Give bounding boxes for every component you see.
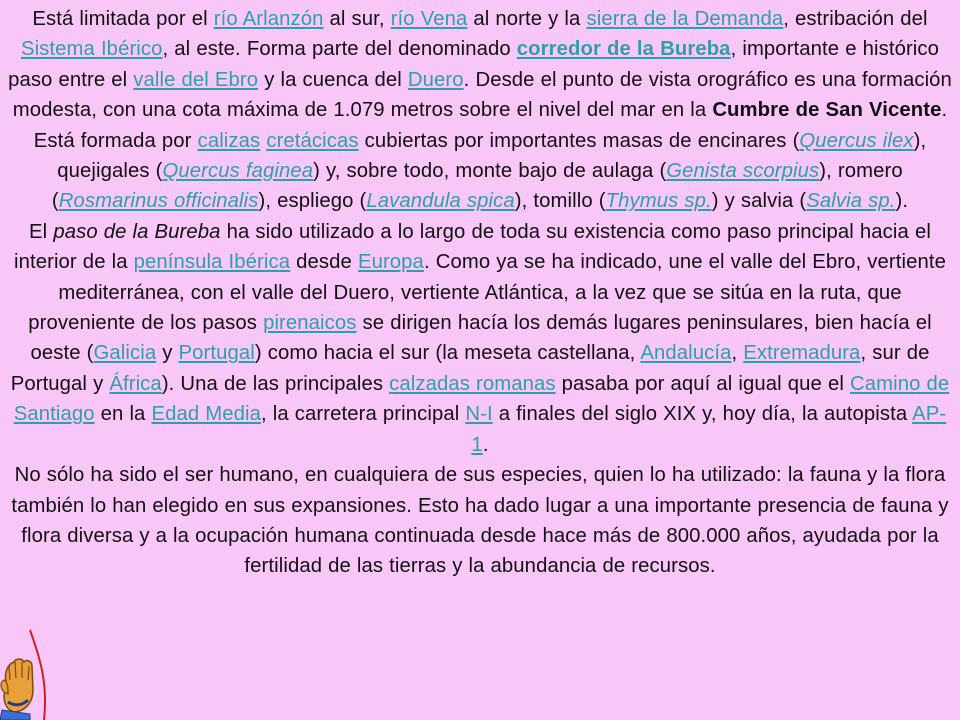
text-segment: y la cuenca del	[258, 68, 408, 91]
link-n-i[interactable]: N-I	[465, 403, 493, 426]
italic-paso-bureba: paso de la Bureba	[53, 220, 221, 243]
text-segment: . Desde el punto de vista orográfico es una formación modesta, con una cota máxima de 1.079 metros sobre el nivel del mar en la	[12, 68, 952, 122]
text-segment: ha sido utilizado a lo largo de toda su existencia como paso principal hacia el interior de la	[13, 220, 931, 274]
link-rio-vena[interactable]: río Vena	[390, 8, 468, 30]
text-segment: .	[482, 433, 489, 456]
link-extremadura[interactable]: Extremadura	[743, 342, 861, 365]
link-rosmarinus-officinalis[interactable]: Rosmarinus officinalis	[58, 190, 259, 213]
link-galicia[interactable]: Galicia	[93, 342, 157, 365]
text-segment: . Como ya se ha indicado, une el valle del Ebro, vertiente mediterránea, con el valle del Duero, vertiente Atlántica, a la vez que se sitúa en la ruta, que proveniente de los pasos	[28, 251, 946, 335]
link-corredor-bureba[interactable]: corredor de la Bureba	[516, 38, 731, 61]
paragraph-geography	[8, 4, 952, 217]
text-segment: en la	[94, 403, 152, 426]
link-cretacicas[interactable]: cretácicas	[266, 129, 359, 152]
text-segment: Está limitada por el	[32, 8, 214, 30]
text-segment: ), romero (	[51, 160, 903, 213]
text-segment: ), espliego (	[258, 190, 367, 213]
text-segment: ).	[895, 190, 909, 213]
text-segment: ). Una de las principales	[161, 372, 390, 395]
text-segment: desde	[290, 251, 358, 274]
text-segment: al norte y la	[467, 8, 587, 30]
link-sistema-iberico[interactable]: Sistema Ibérico	[20, 38, 163, 61]
hand-cursor-icon[interactable]	[0, 628, 48, 720]
link-ap-1[interactable]: AP-1	[471, 403, 947, 456]
link-peninsula-iberica[interactable]: península Ibérica	[133, 251, 291, 274]
text-segment: , importante e histórico paso entre el	[8, 38, 940, 91]
link-pirenaicos[interactable]: pirenaicos	[263, 312, 357, 335]
link-edad-media[interactable]: Edad Media	[151, 403, 262, 426]
text-segment: y	[156, 342, 179, 365]
text-segment: ), quejigales (	[57, 129, 927, 183]
link-thymus[interactable]: Thymus sp.	[605, 190, 712, 213]
text-segment: . Está formada por	[33, 99, 948, 152]
text-segment: pasaba por aquí al igual que el	[555, 372, 850, 395]
text-segment: , la carretera principal	[261, 403, 466, 426]
article-text	[8, 4, 952, 582]
link-quercus-faginea[interactable]: Quercus faginea	[162, 160, 314, 183]
text-segment: ) y salvia (	[711, 190, 807, 213]
link-sierra-demanda[interactable]: sierra de la Demanda	[586, 8, 784, 30]
link-portugal[interactable]: Portugal	[178, 342, 255, 365]
text-segment: cubiertas por importantes masas de encinares (	[358, 129, 800, 152]
link-quercus-ilex[interactable]: Quercus ilex	[799, 129, 914, 152]
link-rio-arlanzon[interactable]: río Arlanzón	[213, 8, 324, 30]
text-segment: , estribación del	[783, 8, 928, 30]
paragraph-fauna-flora	[8, 460, 952, 582]
text-segment: ), tomillo (	[514, 190, 606, 213]
text-segment: a finales del siglo XIX y, hoy día, la autopista	[492, 403, 913, 426]
link-camino-santiago[interactable]: Camino de Santiago	[13, 372, 950, 426]
link-africa[interactable]: África	[109, 372, 162, 395]
link-calzadas-romanas[interactable]: calzadas romanas	[389, 372, 556, 395]
text-segment: al sur,	[323, 8, 391, 30]
link-lavandula-spica[interactable]: Lavandula spica	[366, 190, 515, 213]
text-segment: El	[29, 220, 54, 243]
link-duero[interactable]: Duero	[407, 68, 464, 91]
paragraph-history	[8, 217, 952, 460]
link-andalucia[interactable]: Andalucía	[640, 342, 732, 365]
link-genista-scorpius[interactable]: Genista scorpius	[666, 160, 820, 183]
text-segment: ) como hacia el sur (la meseta castellana,	[254, 342, 641, 365]
text-segment: , sur de Portugal y	[10, 342, 930, 395]
link-europa[interactable]: Europa	[357, 251, 424, 274]
text-segment: No sólo ha sido el ser humano, en cualquiera de sus especies, quien lo ha utilizado: la fauna y la flora también lo han elegido en sus expansiones. Esto ha dado lugar a una importante presencia de fauna y flora diversa y a la ocupación humana continuada desde hace más de 800.000 años, ayudada por la fertilidad de las tierras y la abundancia de recursos.	[11, 464, 949, 578]
text-segment: se dirigen hacía los demás lugares peninsulares, bien hacía el oeste (	[30, 312, 932, 365]
text-segment: ) y, sobre todo, monte bajo de aulaga (	[313, 160, 667, 183]
bold-cumbre-san-vicente: Cumbre de San Vicente	[712, 99, 942, 122]
text-segment: ,	[731, 342, 744, 365]
link-valle-ebro[interactable]: valle del Ebro	[133, 68, 259, 91]
link-salvia[interactable]: Salvia sp.	[806, 190, 896, 213]
link-calizas[interactable]: calizas	[197, 129, 261, 152]
text-segment: , al este. Forma parte del denominado	[162, 38, 517, 61]
